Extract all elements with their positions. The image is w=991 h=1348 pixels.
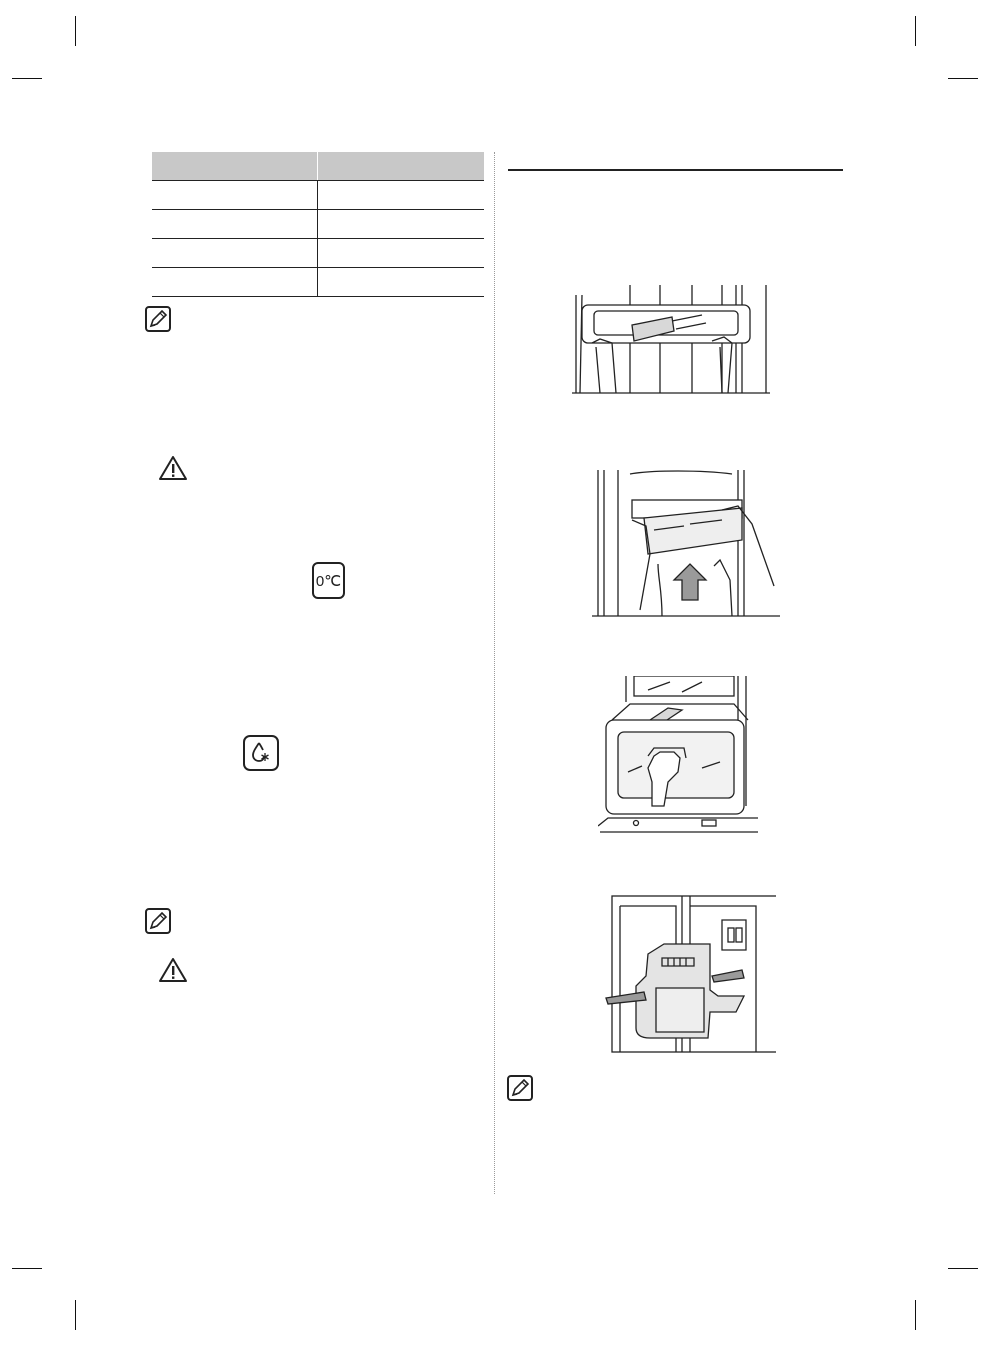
- crop-mark: [12, 1268, 42, 1269]
- note-pencil-icon: [145, 908, 171, 939]
- table-cell: [318, 268, 484, 296]
- table-row: [152, 180, 484, 209]
- column-divider: [494, 152, 495, 1194]
- table-header-cell: [152, 152, 318, 180]
- section-rule: [508, 169, 843, 171]
- note-pencil-icon: [145, 306, 171, 337]
- table-cell: [318, 210, 484, 238]
- zero-degree-label: 0℃: [315, 572, 342, 590]
- water-drop-snowflake-icon: [243, 735, 279, 776]
- note-pencil-icon: [507, 1075, 533, 1106]
- zero-degree-button-icon: [312, 562, 345, 599]
- table-row: [152, 209, 484, 238]
- table-cell: [318, 181, 484, 209]
- crop-mark: [75, 1300, 76, 1330]
- crop-mark: [12, 78, 42, 79]
- table-cell: [152, 268, 318, 296]
- table-cell: [152, 181, 318, 209]
- figure-remove-ice-bucket: [586, 892, 776, 1056]
- table-row: [152, 267, 484, 297]
- crop-mark: [75, 16, 76, 46]
- spec-table: [152, 152, 484, 297]
- crop-mark: [915, 16, 916, 46]
- table-header-cell: [318, 152, 484, 180]
- table-row: [152, 238, 484, 267]
- table-cell: [152, 210, 318, 238]
- crop-mark: [948, 1268, 978, 1269]
- crop-mark: [948, 78, 978, 79]
- crop-mark: [915, 1300, 916, 1330]
- figure-remove-shelf: [572, 285, 770, 395]
- warning-triangle-icon: [158, 455, 188, 486]
- table-cell: [152, 239, 318, 267]
- figure-pull-drawer: [598, 676, 758, 840]
- table-header: [152, 152, 484, 180]
- figure-lift-bin: [592, 470, 780, 618]
- table-cell: [318, 239, 484, 267]
- warning-triangle-icon: [158, 957, 188, 988]
